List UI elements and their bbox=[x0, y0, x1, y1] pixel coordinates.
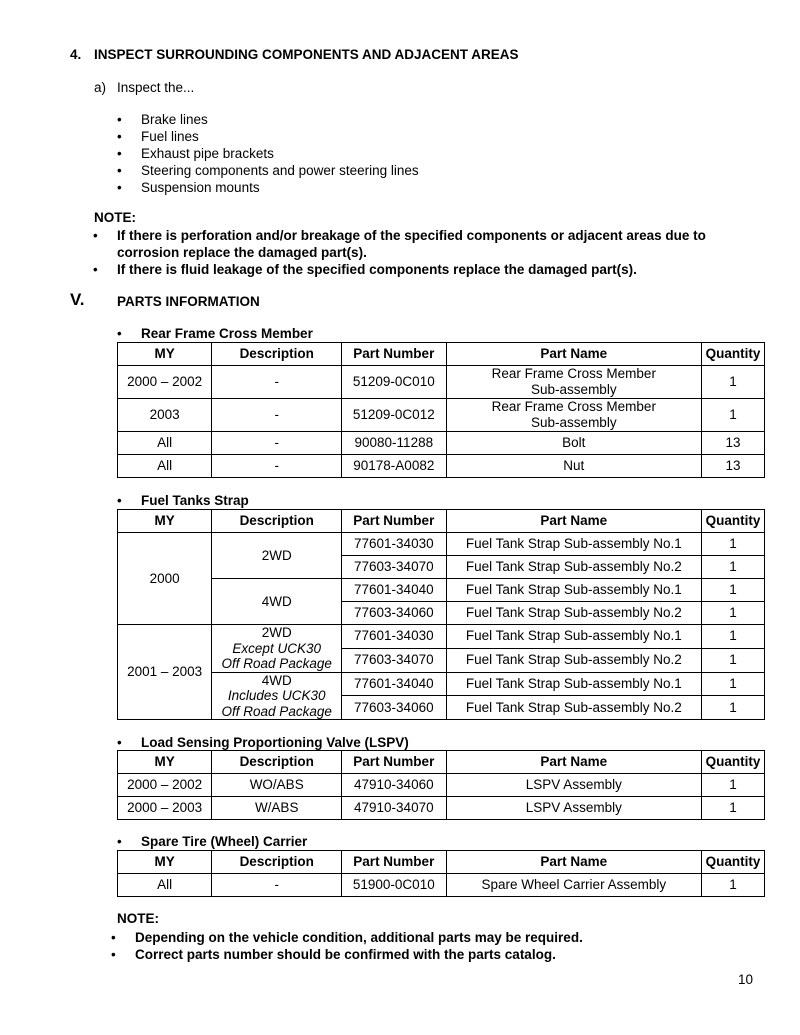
cell-part-name: Bolt bbox=[446, 432, 702, 455]
table-row bbox=[118, 579, 765, 602]
note-2-list bbox=[135, 929, 755, 963]
page-number: 10 bbox=[738, 972, 754, 987]
list-item: • Fuel lines bbox=[141, 128, 419, 145]
cell-description: - bbox=[212, 399, 342, 432]
cell-part-number: 90080-11288 bbox=[342, 432, 446, 455]
spare-table bbox=[117, 850, 765, 897]
cell-part-name: LSPV Assembly bbox=[446, 774, 702, 797]
cell-my: All bbox=[118, 432, 212, 455]
cell-part-number: 77601-34040 bbox=[342, 672, 446, 696]
part-name-line: Rear Frame Cross Member bbox=[491, 399, 656, 414]
table-row bbox=[118, 432, 765, 455]
lspv-table bbox=[117, 750, 765, 820]
cell-part-name: Fuel Tank Strap Sub-assembly No.1 bbox=[446, 625, 702, 649]
section-5-number: V. bbox=[70, 290, 85, 309]
cell-quantity: 1 bbox=[702, 672, 765, 696]
cell-quantity: 1 bbox=[702, 874, 765, 897]
sub-text: Inspect the... bbox=[117, 80, 195, 95]
cell-description: WO/ABS bbox=[212, 774, 342, 797]
table-row bbox=[118, 625, 765, 649]
list-item: • Exhaust pipe brackets bbox=[141, 145, 419, 162]
cell-part-number: 47910-34070 bbox=[342, 797, 446, 820]
header-part-number: Part Number bbox=[342, 343, 446, 366]
fuel-strap-title: • Fuel Tanks Strap bbox=[141, 493, 249, 508]
cell-description bbox=[212, 672, 342, 720]
fuel-strap-table bbox=[117, 509, 765, 720]
header-part-name: Part Name bbox=[446, 510, 702, 533]
cell-part-number: 77601-34040 bbox=[342, 579, 446, 602]
note-2-title: NOTE: bbox=[117, 911, 159, 926]
cell-quantity: 13 bbox=[702, 432, 765, 455]
cell-quantity: 1 bbox=[702, 797, 765, 820]
cell-quantity: 1 bbox=[702, 696, 765, 720]
lspv-title: • Load Sensing Proportioning Valve (LSPV) bbox=[141, 735, 409, 750]
cell-part-name: Nut bbox=[446, 455, 702, 478]
cell-description bbox=[212, 625, 342, 673]
cell-quantity: 13 bbox=[702, 455, 765, 478]
cell-my: 2000 – 2002 bbox=[118, 774, 212, 797]
table-row bbox=[118, 797, 765, 820]
cell-my: All bbox=[118, 874, 212, 897]
cell-quantity: 1 bbox=[702, 602, 765, 625]
header-part-name: Part Name bbox=[446, 851, 702, 874]
cell-quantity: 1 bbox=[702, 648, 765, 672]
cell-quantity: 1 bbox=[702, 399, 765, 432]
part-name-line: Rear Frame Cross Member bbox=[491, 366, 656, 381]
cell-description: 4WD bbox=[212, 579, 342, 625]
cell-part-number: 51900-0C010 bbox=[342, 874, 446, 897]
cell-my: 2003 bbox=[118, 399, 212, 432]
cell-description: - bbox=[212, 366, 342, 399]
cell-quantity: 1 bbox=[702, 625, 765, 649]
cell-part-number: 51209-0C010 bbox=[342, 366, 446, 399]
cell-my: 2001 – 2003 bbox=[118, 625, 212, 720]
header-quantity: Quantity bbox=[702, 751, 765, 774]
inspect-list bbox=[141, 111, 419, 196]
cell-description: 2WD bbox=[212, 533, 342, 579]
note-list bbox=[117, 227, 757, 278]
list-item: • Brake lines bbox=[141, 111, 419, 128]
rear-frame-table bbox=[117, 342, 765, 478]
cell-part-number: 77603-34060 bbox=[342, 602, 446, 625]
header-description: Description bbox=[212, 851, 342, 874]
cell-part-name: Spare Wheel Carrier Assembly bbox=[446, 874, 702, 897]
table-row bbox=[118, 366, 765, 399]
cell-part-name bbox=[446, 399, 702, 432]
cell-part-number: 77601-34030 bbox=[342, 533, 446, 556]
cell-description: - bbox=[212, 455, 342, 478]
header-my: MY bbox=[118, 751, 212, 774]
cell-quantity: 1 bbox=[702, 366, 765, 399]
cell-part-number: 77603-34070 bbox=[342, 556, 446, 579]
desc-line: Off Road Package bbox=[221, 656, 332, 671]
cell-part-number: 90178-A0082 bbox=[342, 455, 446, 478]
note-item-line: If there is perforation and/or breakage of the specified components or adjacent areas due to bbox=[117, 228, 706, 243]
desc-line: 4WD bbox=[261, 672, 292, 688]
header-my: MY bbox=[118, 851, 212, 874]
sub-label: a) bbox=[94, 80, 107, 95]
part-name-line: Sub-assembly bbox=[531, 382, 617, 397]
cell-description: - bbox=[212, 874, 342, 897]
cell-my: 2000 – 2002 bbox=[118, 366, 212, 399]
header-part-name: Part Name bbox=[446, 343, 702, 366]
cell-part-name: LSPV Assembly bbox=[446, 797, 702, 820]
cell-part-name: Fuel Tank Strap Sub-assembly No.1 bbox=[446, 579, 702, 602]
header-part-number: Part Number bbox=[342, 510, 446, 533]
header-my: MY bbox=[118, 510, 212, 533]
header-part-number: Part Number bbox=[342, 851, 446, 874]
header-description: Description bbox=[212, 751, 342, 774]
cell-part-number: 77603-34060 bbox=[342, 696, 446, 720]
cell-quantity: 1 bbox=[702, 774, 765, 797]
header-part-number: Part Number bbox=[342, 751, 446, 774]
list-item: • Suspension mounts bbox=[141, 179, 419, 196]
cell-part-name: Fuel Tank Strap Sub-assembly No.1 bbox=[446, 672, 702, 696]
header-description: Description bbox=[212, 510, 342, 533]
table-header-row bbox=[118, 751, 765, 774]
section-4-title: INSPECT SURROUNDING COMPONENTS AND ADJACENT AREAS bbox=[94, 47, 519, 62]
table-header-row bbox=[118, 510, 765, 533]
list-item: • Steering components and power steering lines bbox=[141, 162, 419, 179]
desc-line: 2WD bbox=[261, 625, 292, 640]
cell-part-number: 77601-34030 bbox=[342, 625, 446, 649]
desc-line: Off Road Package bbox=[221, 703, 332, 719]
header-quantity: Quantity bbox=[702, 851, 765, 874]
table-row bbox=[118, 774, 765, 797]
header-part-name: Part Name bbox=[446, 751, 702, 774]
section-4-number: 4. bbox=[70, 47, 82, 62]
spare-title: • Spare Tire (Wheel) Carrier bbox=[141, 834, 307, 849]
part-name-line: Sub-assembly bbox=[531, 415, 617, 430]
note-item bbox=[117, 227, 757, 261]
note-title: NOTE: bbox=[94, 210, 136, 225]
table-row bbox=[118, 533, 765, 556]
desc-line: Except UCK30 bbox=[232, 640, 321, 656]
note-item: • Correct parts number should be confirmed with the parts catalog. bbox=[135, 946, 755, 963]
cell-part-number: 77603-34070 bbox=[342, 648, 446, 672]
cell-my: 2000 – 2003 bbox=[118, 797, 212, 820]
cell-description: - bbox=[212, 432, 342, 455]
table-row bbox=[118, 455, 765, 478]
header-quantity: Quantity bbox=[702, 343, 765, 366]
note-item: • Depending on the vehicle condition, additional parts may be required. bbox=[135, 929, 755, 946]
header-quantity: Quantity bbox=[702, 510, 765, 533]
table-row bbox=[118, 672, 765, 696]
cell-quantity: 1 bbox=[702, 556, 765, 579]
cell-part-name: Fuel Tank Strap Sub-assembly No.2 bbox=[446, 602, 702, 625]
cell-part-name: Fuel Tank Strap Sub-assembly No.1 bbox=[446, 533, 702, 556]
cell-part-name: Fuel Tank Strap Sub-assembly No.2 bbox=[446, 696, 702, 720]
desc-line: Includes UCK30 bbox=[227, 688, 326, 703]
cell-part-name bbox=[446, 366, 702, 399]
note-item: • If there is fluid leakage of the specified components replace the damaged part(s). bbox=[117, 261, 757, 278]
table-row bbox=[118, 874, 765, 897]
section-5-title: PARTS INFORMATION bbox=[117, 294, 260, 309]
cell-my: 2000 bbox=[118, 533, 212, 625]
cell-quantity: 1 bbox=[702, 579, 765, 602]
rear-frame-title: • Rear Frame Cross Member bbox=[141, 326, 313, 341]
cell-part-number: 51209-0C012 bbox=[342, 399, 446, 432]
header-my: MY bbox=[118, 343, 212, 366]
table-header-row bbox=[118, 343, 765, 366]
table-row bbox=[118, 399, 765, 432]
header-description: Description bbox=[212, 343, 342, 366]
cell-quantity: 1 bbox=[702, 533, 765, 556]
note-item-line: corrosion replace the damaged part(s). bbox=[117, 245, 367, 260]
cell-my: All bbox=[118, 455, 212, 478]
cell-part-name: Fuel Tank Strap Sub-assembly No.2 bbox=[446, 648, 702, 672]
table-header-row bbox=[118, 851, 765, 874]
cell-description: W/ABS bbox=[212, 797, 342, 820]
cell-part-name: Fuel Tank Strap Sub-assembly No.2 bbox=[446, 556, 702, 579]
cell-part-number: 47910-34060 bbox=[342, 774, 446, 797]
